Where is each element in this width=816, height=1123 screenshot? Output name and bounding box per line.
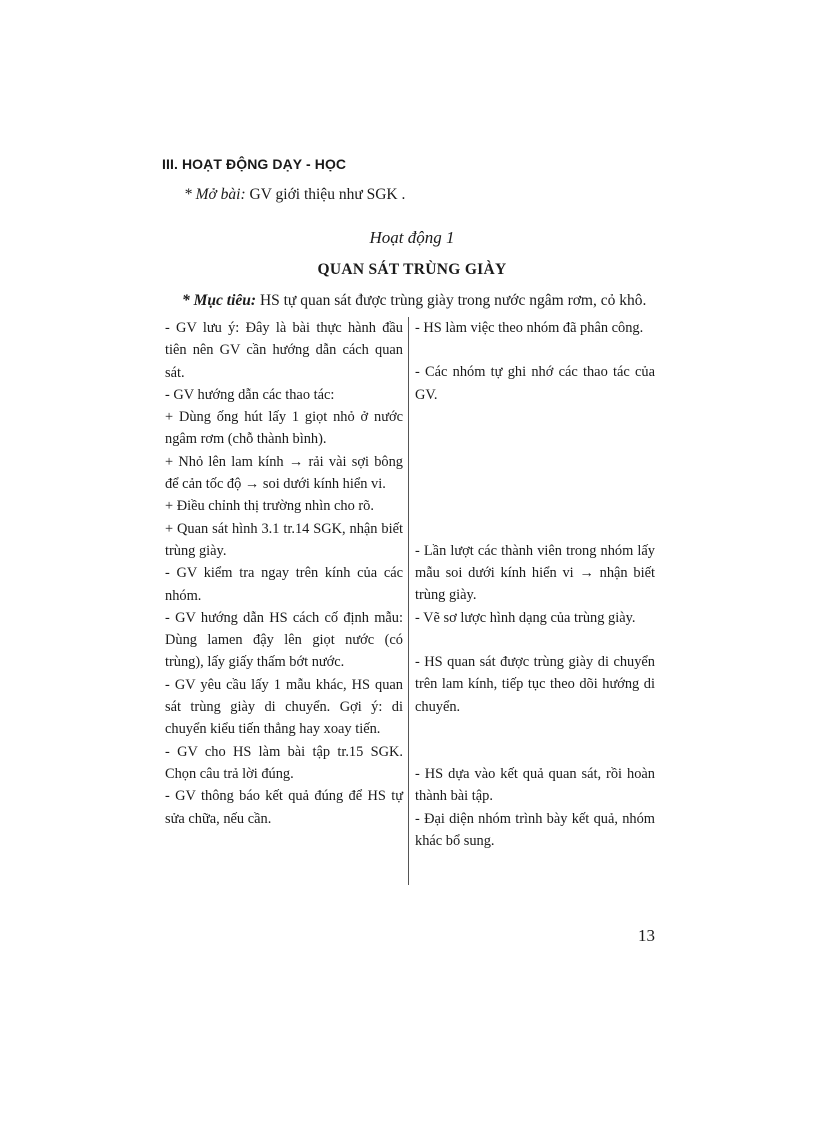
intro-line — [184, 186, 405, 204]
objective-label: * Mục tiêu: — [182, 292, 257, 309]
teacher-item: - GV lưu ý: Đây là bài thực hành đầu tiên nên GV cần hướng dẫn cách quan sát. — [165, 320, 403, 381]
teacher-item: - GV hướng dẫn HS cách cố định mẫu: Dùng lamen đậy lên giọt nước (có trùng), lấy giấy thấm bớt nước. — [165, 609, 403, 671]
student-item: - HS dựa vào kết quả quan sát, rồi hoàn thành bài tập. — [415, 765, 655, 805]
activity-number: Hoạt động 1 — [369, 228, 455, 247]
teacher-item: - GV kiểm tra ngay trên kính của các nhóm. — [165, 565, 403, 604]
column-divider — [408, 317, 409, 885]
teacher-item: - GV cho HS làm bài tập tr.15 SGK. Chọn câu trả lời đúng. — [165, 743, 403, 782]
page-number: 13 — [638, 926, 655, 945]
student-item: - Đại diện nhóm trình bày kết quả, nhóm khác bổ sung. — [415, 810, 655, 849]
student-item: - HS làm việc theo nhóm đã phân công. — [415, 320, 644, 336]
student-item: - HS quan sát được trùng giày di chuyển trên lam kính, tiếp tục theo dõi hướng di chuyển. — [415, 654, 655, 715]
teacher-item: - GV yêu cầu lấy 1 mẫu khác, HS quan sát trùng giày di chuyển. Gợi ý: di chuyển kiểu tiến thẳng hay xoay tiến. — [165, 676, 403, 738]
student-item: - Vẽ sơ lược hình dạng của trùng giày. — [415, 609, 636, 626]
student-item: - Lần lượt các thành viên trong nhóm lấy mẫu soi dưới kính hiển vi → nhận biết trùng giày. — [415, 542, 655, 604]
objective-line — [182, 292, 646, 310]
teacher-item: - GV thông báo kết quả đúng để HS tự sửa chữa, nếu cần. — [165, 788, 403, 827]
teacher-item: + Dùng ống hút lấy 1 giọt nhỏ ở nước ngâm rơm (chỗ thành bình). — [165, 409, 403, 448]
teacher-item: + Quan sát hình 3.1 tr.14 SGK, nhận biết trùng giày. — [165, 520, 403, 559]
intro-label: * Mở bài: — [184, 186, 246, 203]
teacher-item: + Nhỏ lên lam kính → rải vài sợi bông để cản tốc độ → soi dưới kính hiển vi. — [165, 453, 403, 493]
teacher-item: - GV hướng dẫn các thao tác: — [165, 386, 335, 403]
activity-title: QUAN SÁT TRÙNG GIÀY — [317, 261, 507, 278]
activity-table — [165, 317, 655, 885]
teacher-column — [165, 317, 403, 830]
student-item: - Các nhóm tự ghi nhớ các thao tác của GV. — [415, 364, 655, 403]
section-title: III. HOẠT ĐỘNG DẠY - HỌC — [162, 156, 347, 172]
objective-text: HS tự quan sát được trùng giày trong nước ngâm rơm, cỏ khô. — [256, 292, 647, 309]
teacher-item: + Điều chỉnh thị trường nhìn cho rõ. — [165, 498, 374, 515]
student-column — [415, 317, 655, 852]
intro-text: GV giới thiệu như SGK . — [245, 186, 406, 203]
